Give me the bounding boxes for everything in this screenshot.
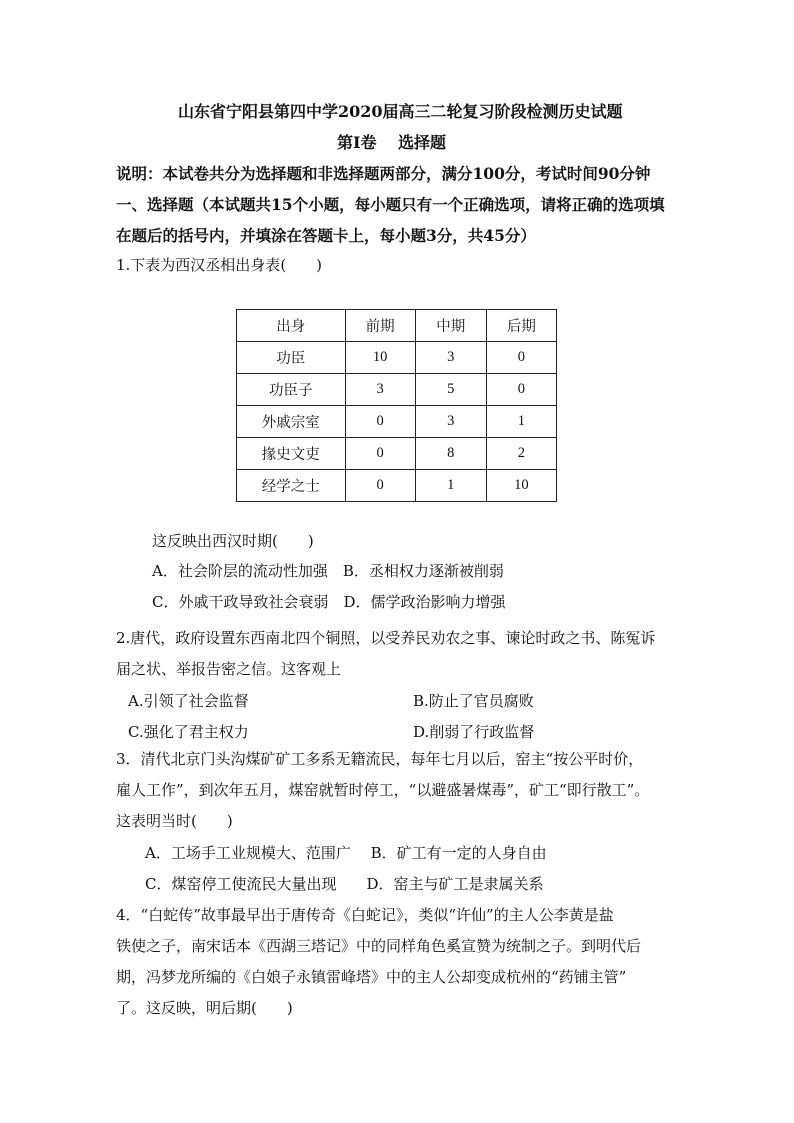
table-cell: 3 — [345, 374, 415, 406]
table-cell: 0 — [345, 470, 415, 502]
table-cell: 3 — [415, 406, 486, 438]
exam-note: 说明：本试卷共分为选择题和非选择题两部分，满分100分，考试时间90分钟 — [116, 164, 651, 183]
table-cell: 10 — [486, 470, 556, 502]
table-cell: 掾史文吏 — [237, 438, 346, 470]
table-row — [237, 470, 557, 502]
question-2-option-a: A.引领了社会监督 — [128, 692, 249, 710]
table-row — [237, 342, 557, 374]
table-header-cell: 出身 — [237, 310, 346, 342]
table-header-row — [237, 310, 557, 342]
table-cell: 8 — [415, 438, 486, 470]
table-cell: 功臣子 — [237, 374, 346, 406]
question-3-options-cd: C．煤窑停工使流民大量出现 D．窑主与矿工是隶属关系 — [145, 875, 544, 893]
question-4-line-2: 铁使之子，南宋话本《西湖三塔记》中的同样角色奚宣赞为统制之子。到明代后 — [116, 937, 642, 955]
question-3-options-ab: A．工场手工业规模大、范围广 B．矿工有一定的人身自由 — [145, 844, 547, 862]
table-row — [237, 406, 557, 438]
table-cell: 经学之士 — [237, 470, 346, 502]
question-1-options-ab: A．社会阶层的流动性加强 B．丞相权力逐渐被削弱 — [152, 562, 504, 580]
table-header-cell: 前期 — [345, 310, 415, 342]
table-cell: 3 — [415, 342, 486, 374]
table-cell: 0 — [345, 438, 415, 470]
question-1-follow: 这反映出西汉时期( ) — [152, 532, 314, 550]
section-heading: 第Ⅰ卷 选择题 — [337, 133, 447, 152]
question-4-line-4: 了。这反映，明后期( ) — [116, 999, 293, 1017]
instruction-line-1: 一、选择题（本试题共15个小题，每小题只有一个正确选项，请将正确的选项填 — [116, 195, 665, 214]
table-cell: 0 — [486, 342, 556, 374]
question-3-line-3: 这表明当时( ) — [116, 812, 233, 830]
table-row — [237, 438, 557, 470]
table-cell: 0 — [486, 374, 556, 406]
table-cell: 1 — [486, 406, 556, 438]
table-header-cell: 后期 — [486, 310, 556, 342]
question-1-options-cd: C．外戚干政导致社会衰弱 D．儒学政治影响力增强 — [152, 593, 506, 611]
table-header-cell: 中期 — [415, 310, 486, 342]
question-3-line-1: 3．清代北京门头沟煤矿矿工多系无籍流民，每年七月以后，窑主“按公平时价， — [116, 750, 644, 768]
instruction-line-2: 在题后的括号内，并填涂在答题卡上，每小题3分，共45分） — [116, 226, 536, 245]
question-2-option-c: C.强化了君主权力 — [128, 723, 249, 741]
chancellor-origin-table — [236, 309, 557, 502]
table-cell: 5 — [415, 374, 486, 406]
question-3-line-2: 雇人工作”，到次年五月，煤窑就暂时停工，“以避盛暑煤毒”，矿工“即行散工”。 — [116, 781, 650, 799]
table-cell: 10 — [345, 342, 415, 374]
question-2-line-1: 2.唐代，政府设置东西南北四个铜照，以受养民劝农之事、谏论时政之书、陈冤诉 — [116, 629, 656, 647]
table-cell: 1 — [415, 470, 486, 502]
question-4-line-1: 4．“白蛇传”故事最早出于唐传奇《白蛇记》，类似“许仙”的主人公李黄是盐 — [116, 906, 614, 924]
table-cell: 功臣 — [237, 342, 346, 374]
question-4-line-3: 期，冯梦龙所编的《白娘子永镇雷峰塔》中的主人公却变成杭州的“药铺主管” — [116, 968, 627, 986]
exam-title: 山东省宁阳县第四中学2020届高三二轮复习阶段检测历史试题 — [178, 102, 623, 121]
question-1-stem: 1.下表为西汉丞相出身表( ) — [116, 256, 323, 274]
table-row — [237, 374, 557, 406]
question-2-line-2: 届之状、举报告密之信。这客观上 — [116, 660, 342, 678]
question-2-option-b: B.防止了官员腐败 — [413, 692, 534, 710]
table-cell: 0 — [345, 406, 415, 438]
question-2-option-d: D.削弱了行政监督 — [413, 723, 535, 741]
table-cell: 2 — [486, 438, 556, 470]
table-cell: 外戚宗室 — [237, 406, 346, 438]
